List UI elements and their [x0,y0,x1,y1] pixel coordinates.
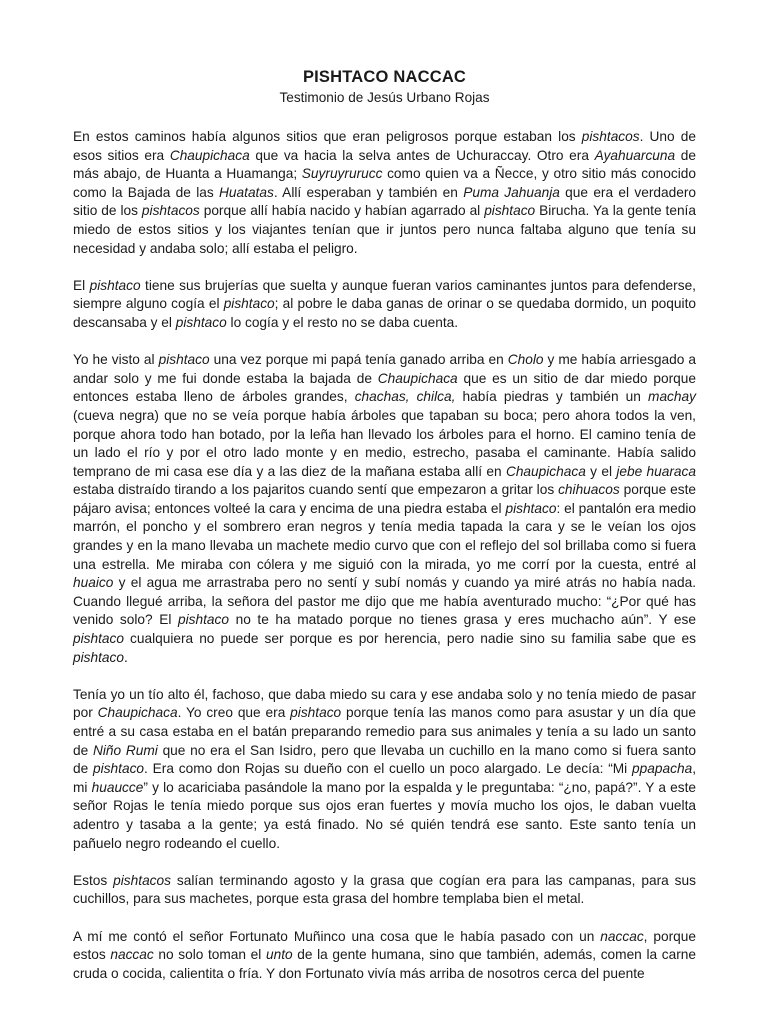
text-run: una vez porque mi papá tenía ganado arriba en [209,352,508,368]
text-run: (cueva negra) que no se veía porque había árboles que tapaban su boca; pero ahora todos la ven, porque ahora todo han botado, por la leña han llevado los árboles para el horno. El camino tenía de un lado el río y por el otro lado monte y en medio, estrecho, pasaba el caminante. Había salido temprano de mi casa ese día y a las diez de la mañana estaba allí en [73,407,696,479]
text-run: ; al pobre le daba ganas de orinar o se quedaba dormido, un poquito descansaba y el [73,296,696,330]
text-run: y el [585,463,617,479]
paragraph [73,351,696,667]
italic-term: machay [648,389,696,405]
paragraph [73,277,696,333]
italic-term: naccac [600,928,644,944]
text-run: que va hacia la selva antes de Uchuraccay. Otro era [249,147,595,163]
italic-term: Niño Rumi [92,742,158,758]
italic-term: pishtaco [505,500,557,516]
text-run: de la gente humana, sino que también, además, comen la carne cruda o cocida, calientita o fría. Y don Fortunato vivía más arriba de nosotros cerca del puente [73,947,696,981]
text-run: y me había arriesgado a andar solo y me fui donde estaba la bajada de [73,352,697,386]
text-run: Yo he visto al [73,352,159,368]
text-run: había piedras y también un [455,389,649,405]
italic-term: pishtaco [484,203,536,219]
italic-term: pishtacos [113,872,171,888]
paragraph [73,686,696,853]
text-run: de más abajo, de Huanta a Huamanga; [73,147,696,182]
italic-term: Chaupichaca [169,147,250,163]
document-title: PISHTACO NACCAC [302,68,467,86]
text-run: tiene sus brujerías que suelta y aunque fueran varios caminantes juntos para defenderse, siempre alguno cogía el [73,277,696,312]
italic-term: pishtaco [73,649,124,665]
text-run: que no era el San Isidro, pero que llevaba un cuchillo en la mano como si fuera santo de [73,742,696,777]
italic-term: jebe huaraca [616,463,696,479]
document-body [73,128,696,983]
italic-term: naccac [110,947,154,963]
text-run: salían terminando agosto y la grasa que cogían era para las campanas, para sus cuchillos, para sus machetes, porque esta grasa del hombre templaba bien el metal. [73,872,696,907]
italic-term: pishtaco [175,314,227,330]
italic-term: huaico [73,575,114,591]
italic-term: Ayahuarcuna [594,147,676,163]
text-run: A mí me contó el señor Fortunato Muñinco una cosa que le había pasado con un [73,928,601,944]
italic-term: chihuacos [558,482,620,498]
italic-term: Suyruyrurucc [301,166,383,182]
italic-term: pishtacos [141,203,200,219]
text-run: Tenía yo un tío alto él, fachoso, que daba miedo su cara y ese andaba solo y no tenía miedo de pasar por [73,686,696,721]
text-run: estaba distraído tirando a los pajaritos cuando sentí que empezaron a gritar los [73,482,559,498]
text-run: Birucha. Ya la gente tenía miedo de estos sitios y los viajantes tenían que ir juntos pero nunca faltaba alguno que tenía su necesidad y andaba solo; allí estaba el peligro. [73,203,696,256]
italic-term: pishtaco [223,296,275,312]
text-run: que era el verdadero sitio de los [73,184,697,219]
text-run: . Allí esperaban y también en [273,184,464,200]
italic-term: pishtaco [290,705,342,721]
text-run: , porque estos [73,928,696,963]
italic-term: pishtacos [581,129,640,144]
italic-term: pishtaco [89,277,141,293]
text-run: no te ha matado porque no tienes grasa y eres muchacho aún”. Y ese [229,612,696,628]
text-run: En estos caminos había algunos sitios que eran peligrosos porque estaban los [73,129,582,144]
text-run: porque este pájaro avisa; entonces volteé la cara y encima de una piedra estaba el [73,482,696,516]
italic-term: pishtaco [178,612,229,628]
italic-term: chachas, chilca, [354,389,456,405]
text-run: porque tenía las manos como para asustar y un día que entré a su casa estaba en el batán preparando remedio para sus animales y tenía a su lado un santo de [73,705,696,758]
italic-term: huaucce [91,779,144,795]
paragraph [73,128,696,258]
text-run: que es un sitio de dar miedo porque entonces estaba lleno de árboles grandes, [73,370,696,405]
text-run: no solo toman el [153,947,266,963]
paragraph [73,928,696,984]
italic-term: unto [265,947,293,963]
italic-term: Chaupichaca [97,705,178,721]
paragraph [73,872,696,909]
text-run: , mi [73,761,696,795]
italic-term: Huatatas [219,184,274,200]
italic-term: ppapacha [632,761,693,777]
italic-term: pishtaco [158,352,210,368]
text-run: Estos [73,872,114,888]
text-run: El [73,277,90,293]
text-run: . Uno de esos sitios era [73,129,696,163]
italic-term: Chaupichaca [377,370,458,386]
text-run: . Era como don Rojas su dueño con el cuello un poco alargado. Le decía: “Mi [144,761,633,777]
text-run: ” y lo acariciaba pasándole la mano por la espalda y le preguntaba: “¿no, papá?”. Y a este señor Rojas le tenía miedo porque sus ojos eran fuertes y movía mucho los ojos, le daban vuelta adentro y tasaba a la gente; ya está finado. No sé quién tendrá ese santo. Este santo tenía un pañuelo negro rodeando el cuello. [73,779,696,851]
italic-term: Chaupichaca [505,463,586,479]
text-run: y el agua me arrastraba pero no sentí y subí nomás y cuando ya miré atrás no había nada. Cuando llegué arriba, la señora del pastor me dijo que me había aventurado mucho: “¿Por qué has venido solo? El [73,575,696,628]
italic-term: pishtaco [73,631,124,647]
text-run: : el pantalón era medio marrón, el poncho y el sombrero eran negros y tenía media tapada la cara y se le veían los ojos grandes y en la mano llevaba un machete medio curvo que con el reflejo del sol brillaba como si fuera una estrella. Me miraba con cólera y me siguió con la mirada, yo me corrí por la cuesta, entré al [73,500,696,572]
italic-term: pishtaco [93,761,145,777]
italic-term: Puma Jahuanja [463,184,560,200]
text-run: . [123,649,128,665]
text-run: cualquiera no puede ser porque es por herencia, pero nadie sino su familia sabe que es [123,631,696,647]
italic-term: Cholo [507,352,544,368]
text-run: como quien va a Ñecce, y otro sitio más conocido como la Bajada de las [73,166,696,200]
text-run: porque allí había nacido y habían agarrado al [199,203,485,219]
document-subtitle: Testimonio de Jesús Urbano Rojas [279,90,490,105]
text-run: . Yo creo que era [177,705,291,721]
document-page [73,66,696,1002]
text-run: lo cogía y el resto no se daba cuenta. [226,314,459,330]
